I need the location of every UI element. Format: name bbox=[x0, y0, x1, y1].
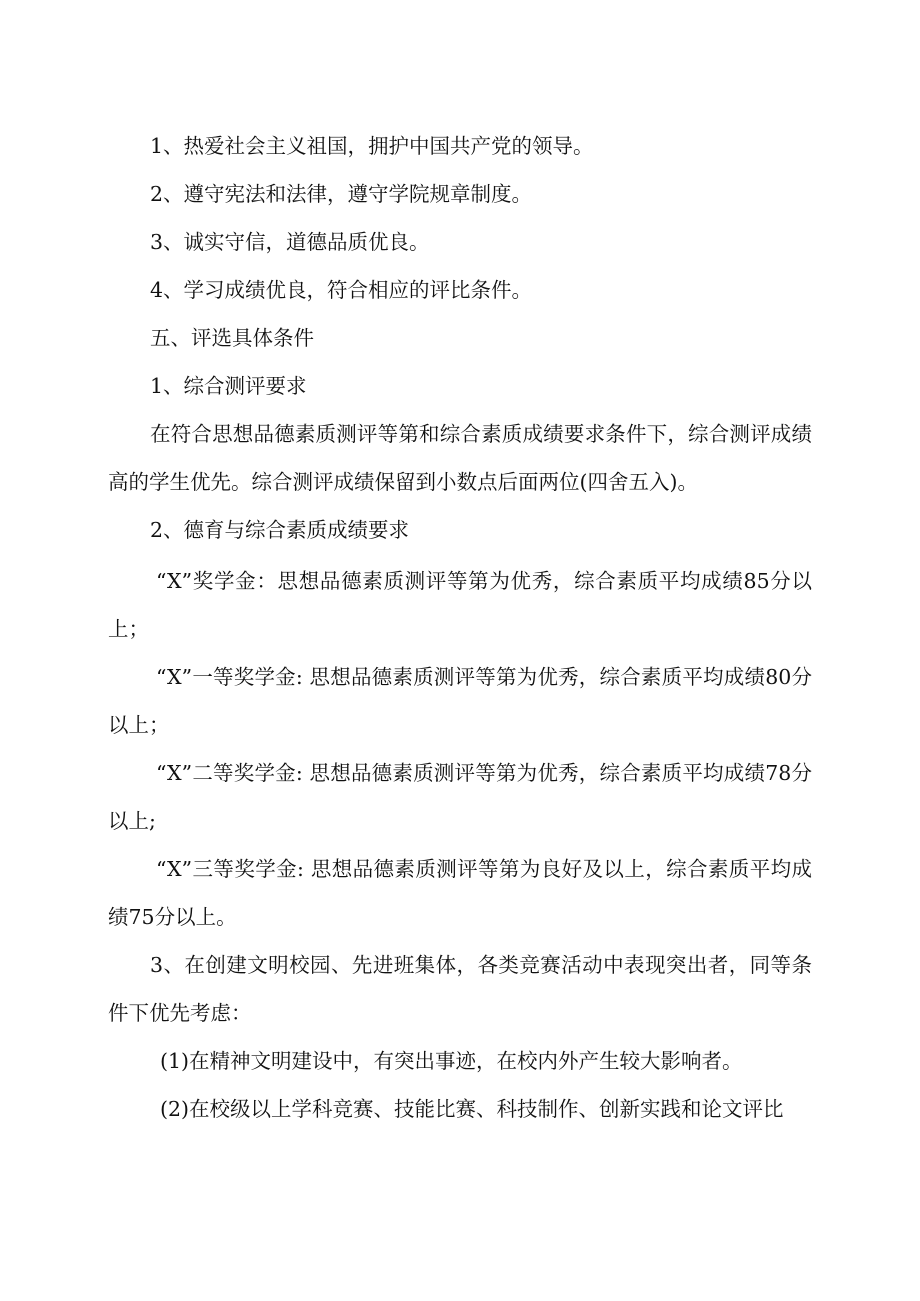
list-item-competitions: (2)在校级以上学科竞赛、技能比赛、科技制作、创新实践和论文评比 bbox=[160, 1097, 784, 1121]
section-heading-selection-criteria: 五、评选具体条件 bbox=[150, 326, 314, 350]
paragraph-obey-law: 2、遵守宪法和法律，遵守学院规章制度。 bbox=[150, 182, 533, 206]
paragraph-love-motherland: 1、热爱社会主义祖国，拥护中国共产党的领导。 bbox=[150, 134, 594, 158]
list-item-spiritual-civilization: (1)在精神文明建设中，有突出事迹，在校内外产生较大影响者。 bbox=[160, 1049, 743, 1073]
paragraph-academic-performance: 4、学习成绩优良，符合相应的评比条件。 bbox=[150, 278, 533, 302]
paragraph-third-class-scholarship: “X”三等奖学金: 思想品德素质测评等第为良好及以上，综合素质平均成绩75分以上。 bbox=[108, 857, 812, 929]
paragraph-evaluation-rule: 在符合思想品德素质测评等第和综合素质成绩要求条件下，综合测评成绩高的学生优先。综合测评成绩保留到小数点后面两位(四舍五入)。 bbox=[108, 422, 812, 494]
paragraph-first-class-scholarship: “X”一等奖学金: 思想品德素质测评等第为优秀，综合素质平均成绩80分以上； bbox=[108, 665, 812, 737]
subheading-comprehensive-evaluation: 1、综合测评要求 bbox=[150, 374, 307, 398]
paragraph-top-scholarship: “X”奖学金：思想品德素质测评等第为优秀，综合素质平均成绩85分以上； bbox=[108, 569, 812, 641]
paragraph-second-class-scholarship: “X”二等奖学金: 思想品德素质测评等第为优秀，综合素质平均成绩78分以上; bbox=[108, 761, 812, 833]
paragraph-integrity: 3、诚实守信，道德品质优良。 bbox=[150, 230, 430, 254]
paragraph-priority-consideration: 3、在创建文明校园、先进班集体，各类竞赛活动中表现突出者，同等条件下优先考虑： bbox=[108, 953, 812, 1025]
subheading-moral-score-requirements: 2、德育与综合素质成绩要求 bbox=[150, 518, 410, 542]
